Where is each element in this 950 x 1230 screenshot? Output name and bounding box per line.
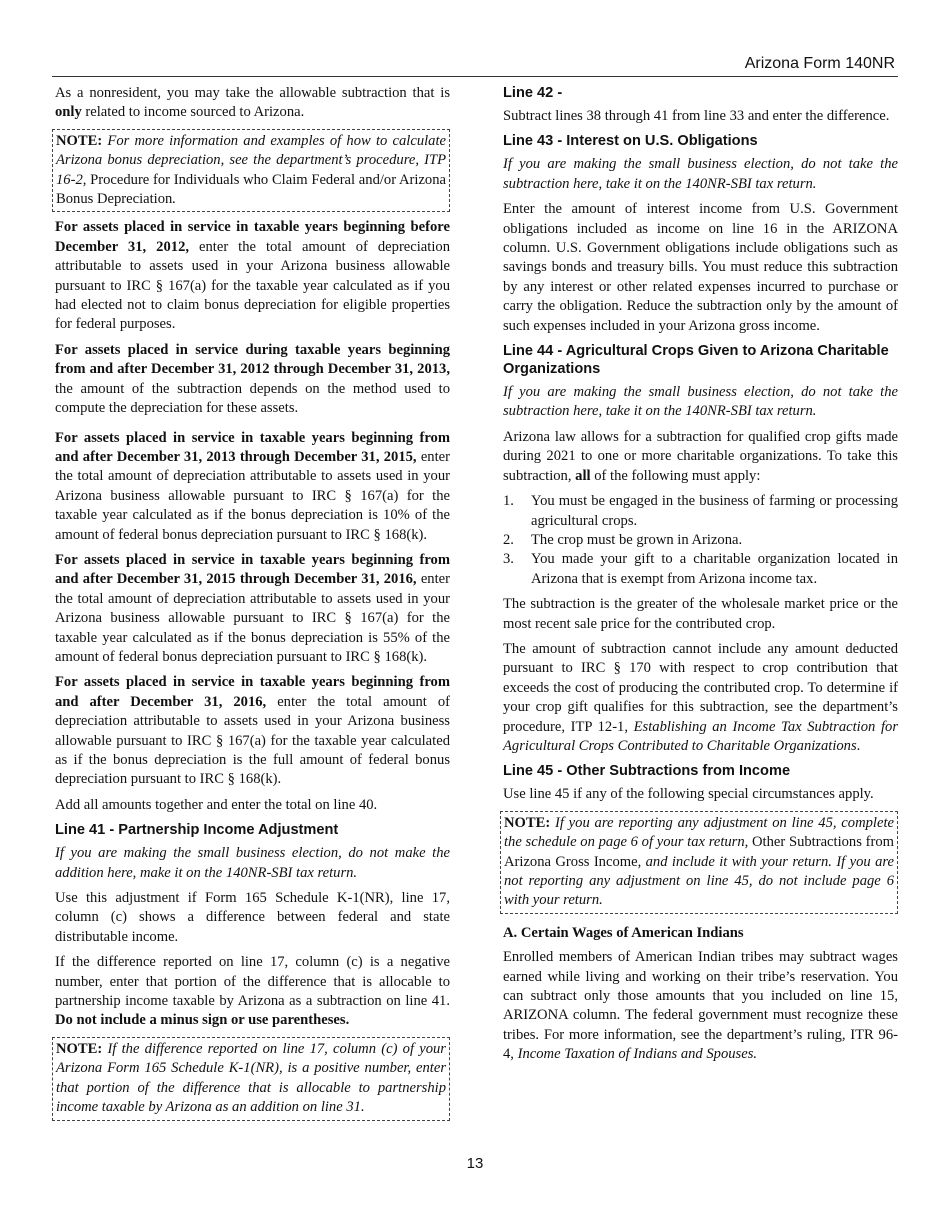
line41-heading: Line 41 - Partnership Income Adjustment [55, 822, 339, 839]
paragraph-before-2012: For assets placed in service in taxable years beginning before December 31, 2012, enter the total amount of depreciation attributable to assets used in your Arizona business allowable pursuant to IRC § 167(a) for the taxable year calculated as if you had elected not to claim bonus depreciation for eligible properties for federal purposes. [55, 219, 450, 333]
note-line45-schedule: NOTE: If you are reporting any adjustment on line 45, complete the schedule on page 6 of your tax return, Other Subtractions from Arizona Gross Income, and include it with your return. If you are not reporting any adjustment on line 45, do not include page 6 with your return. [500, 811, 898, 914]
line45-paragraph: Use line 45 if any of the following special circumstances apply. [503, 786, 874, 803]
line41-italic-note: If you are making the small business election, do not make the addition here, make it on the 140NR-SBI tax return. [55, 845, 450, 881]
right-column [503, 84, 898, 1071]
line44-italic-note: If you are making the small business election, do not take the subtraction here, take it on the 140NR-SBI tax return. [503, 384, 898, 420]
paragraph-after-2016: For assets placed in service in taxable years beginning from and after December 31, 2016, enter the total amount of depreciation attributable to assets used in your Arizona business allowable pursuant to IRC § 167(a) for the taxable year calculated as if the bonus depreciation is the full amount of federal bonus depreciation pursuant to IRC § 168(k). [55, 674, 450, 788]
section-a-paragraph: Enrolled members of American Indian tribes may subtract wages earned while living and working on their tribe’s reservation. You can subtract only those amounts that you included on line 15, ARIZONA column. The federal government must recognize these tribes. For more information, see the department’s ruling, ITR 96-4, Income Taxation of Indians and Spouses. [503, 949, 898, 1063]
line44-heading: Line 44 - Agricultural Crops Given to Arizona Charitable Organizations [503, 343, 889, 378]
line43-heading: Line 43 - Interest on U.S. Obligations [503, 133, 758, 150]
list-item: 2. The crop must be grown in Arizona. [503, 531, 743, 548]
list-item: 3. You made your gift to a charitable organization located in Arizona that is exempt from Arizona income tax. [503, 551, 898, 587]
note-bonus-depreciation: NOTE: For more information and examples of how to calculate Arizona bonus depreciation, see the department’s procedure, ITP 16-2, Procedure for Individuals who Claim Federal and/or Arizona Bonus Depreciation. [52, 129, 450, 213]
line42-heading: Line 42 - [503, 85, 563, 101]
intro-paragraph: As a nonresident, you may take the allowable subtraction that is only related to income sourced to Arizona. [55, 85, 450, 121]
page-number: 13 [466, 1155, 484, 1172]
paragraph-2012-2013: For assets placed in service during taxable years beginning from and after December 31, 2012 through December 31, 2013, the amount of the subtraction depends on the method used to compute the depreciation for these assets. [55, 341, 450, 417]
left-column [55, 84, 450, 1127]
paragraph-2015-2016: For assets placed in service in taxable years beginning from and after December 31, 2015 through December 31, 2016, enter the total amount of depreciation attributable to assets used in your Arizona business allowable pursuant to IRC § 167(a) for the taxable year calculated as if the bonus depreciation is 55% of the amount of federal bonus depreciation pursuant to IRC § 168(k). [55, 551, 450, 665]
line44-paragraph-3: The amount of subtraction cannot include any amount deducted pursuant to IRC § 170 with respect to crop contribution that exceeds the cost of producing the contributed crop. To determine if your crop gift qualifies for this subtraction, see the department’s procedure, ITP 12-1, Establishing an Income Tax Subtraction for Agricultural Crops Contributed to Charitable Organizations. [503, 640, 898, 754]
crop-requirements-list [503, 492, 898, 589]
line41-paragraph-1: Use this adjustment if Form 165 Schedule K-1(NR), line 17, column (c) shows a difference between federal and state distributable income. [55, 890, 450, 945]
note-positive-difference: NOTE: If the difference reported on line 17, column (c) of your Arizona Form 165 Schedule K-1(NR), is a positive number, enter that portion of the difference that is allocable to partnership income taxable by Arizona as an addition on line 31. [52, 1037, 450, 1121]
list-item: 1. You must be engaged in the business of farming or processing agricultural crops. [503, 493, 898, 529]
line45-heading: Line 45 - Other Subtractions from Income [503, 763, 791, 780]
form-title: Arizona Form 140NR [744, 55, 895, 72]
add-amounts-paragraph: Add all amounts together and enter the total on line 40. [55, 796, 378, 813]
section-a-heading: A. Certain Wages of American Indians [503, 924, 744, 941]
header-rule [52, 76, 898, 77]
line43-paragraph: Enter the amount of interest income from U.S. Government obligations included as income on line 16 in the ARIZONA column. U.S. Government obligations include obligations such as savings bonds and treasury bills. You must reduce this subtraction by any interest or other related expenses incurred to purchase or carry the obligation. Reduce the subtraction only by the amount of such expenses included in your Arizona gross income. [503, 201, 898, 334]
line43-italic-note: If you are making the small business election, do not take the subtraction here, take it on the 140NR-SBI tax return. [503, 156, 898, 192]
line44-paragraph-1: Arizona law allows for a subtraction for qualified crop gifts made during 2021 to one or more charitable organizations. To take this subtraction, all of the following must apply: [503, 428, 898, 484]
line44-paragraph-2: The subtraction is the greater of the wholesale market price or the most recent sale price for the contributed crop. [503, 596, 898, 632]
line41-paragraph-2: If the difference reported on line 17, column (c) is a negative number, enter that portion of the difference that is allocable to partnership income taxable by Arizona as a subtraction on line 41. Do not include a minus sign or use parentheses. [55, 954, 450, 1029]
line42-paragraph: Subtract lines 38 through 41 from line 33 and enter the difference. [503, 108, 890, 124]
paragraph-2013-2015: For assets placed in service in taxable years beginning from and after December 31, 2013 through December 31, 2015, enter the total amount of depreciation attributable to assets used in your Arizona business allowable pursuant to IRC § 167(a) for the taxable year calculated as if the bonus depreciation is 10% of the amount of federal bonus depreciation pursuant to IRC § 168(k). [55, 429, 450, 543]
